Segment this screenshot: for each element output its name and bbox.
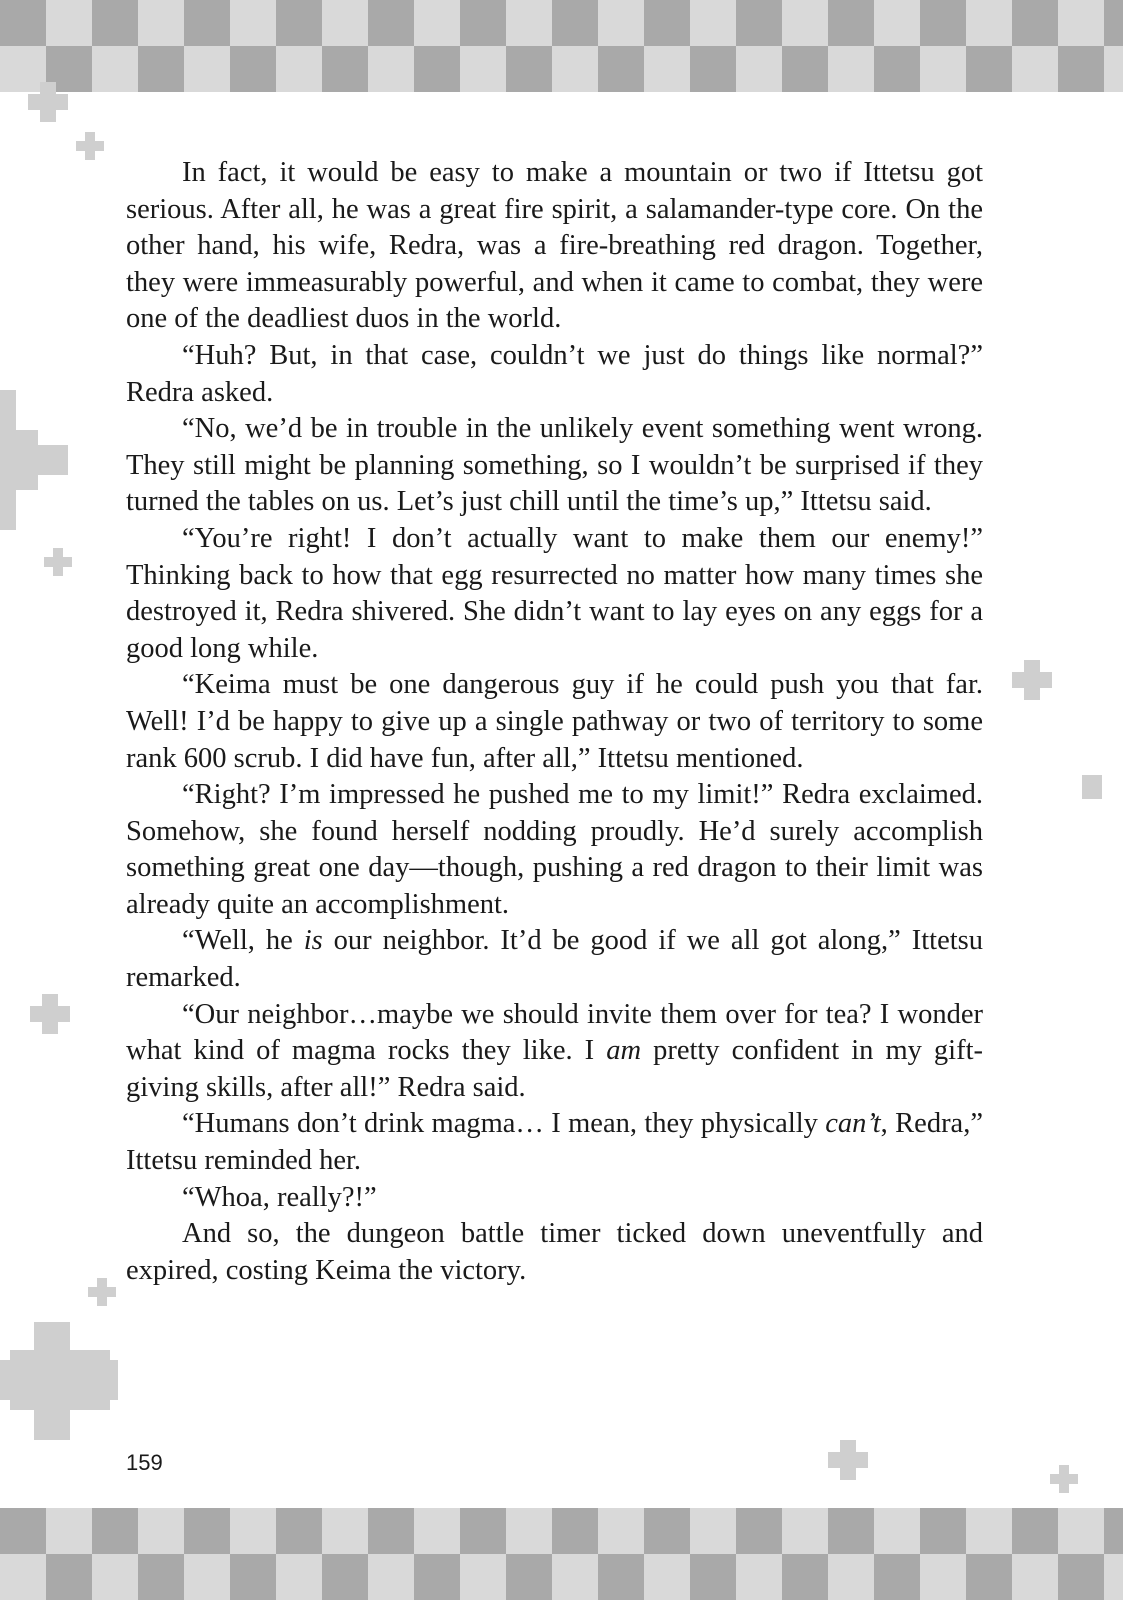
checker-cell bbox=[920, 46, 966, 92]
checker-cell bbox=[322, 46, 368, 92]
checker-cell bbox=[460, 0, 506, 46]
text-segment: , Redra,” Ittetsu reminded her. bbox=[126, 1108, 983, 1177]
checker-cell bbox=[46, 0, 92, 46]
checker-cell bbox=[874, 46, 920, 92]
pixel-block-decoration bbox=[10, 1350, 110, 1410]
checker-cell bbox=[460, 1508, 506, 1554]
top-checkered-border bbox=[0, 0, 1123, 92]
checker-cell bbox=[184, 1508, 230, 1554]
paragraph bbox=[126, 1216, 983, 1289]
checker-cell bbox=[460, 1554, 506, 1600]
italic-text: can’t bbox=[825, 1108, 881, 1140]
text-segment: “Huh? But, in that case, couldn’t we just do things like normal?” Redra asked. bbox=[126, 339, 983, 408]
checker-cell bbox=[782, 1508, 828, 1554]
checker-cell bbox=[506, 0, 552, 46]
checker-cell bbox=[92, 46, 138, 92]
checker-cell bbox=[920, 1554, 966, 1600]
sparkle-icon bbox=[76, 132, 104, 160]
checker-cell bbox=[644, 46, 690, 92]
checker-cell bbox=[414, 1554, 460, 1600]
checker-cell bbox=[966, 46, 1012, 92]
checker-cell bbox=[230, 1508, 276, 1554]
checker-row bbox=[0, 1554, 1123, 1600]
checker-cell bbox=[598, 0, 644, 46]
sparkle-icon bbox=[30, 994, 70, 1034]
checker-cell bbox=[874, 1508, 920, 1554]
checker-cell bbox=[138, 0, 184, 46]
checker-cell bbox=[644, 1554, 690, 1600]
checker-cell bbox=[644, 0, 690, 46]
paragraph bbox=[126, 997, 983, 1107]
checker-cell bbox=[552, 1554, 598, 1600]
checker-cell bbox=[1104, 46, 1123, 92]
checker-cell bbox=[92, 1554, 138, 1600]
checker-cell bbox=[1012, 46, 1058, 92]
paragraph bbox=[126, 521, 983, 667]
text-segment: “Well, he bbox=[182, 925, 304, 957]
checker-cell bbox=[1104, 1554, 1123, 1600]
pixel-block-decoration bbox=[16, 430, 38, 490]
checker-cell bbox=[966, 1508, 1012, 1554]
checker-cell bbox=[690, 0, 736, 46]
checker-cell bbox=[690, 1554, 736, 1600]
checker-row bbox=[0, 0, 1123, 46]
checker-cell bbox=[414, 46, 460, 92]
text-segment: “Whoa, really?!” bbox=[182, 1181, 377, 1213]
checker-cell bbox=[1058, 1554, 1104, 1600]
checker-cell bbox=[322, 1508, 368, 1554]
checker-cell bbox=[506, 1554, 552, 1600]
checker-cell bbox=[184, 1554, 230, 1600]
text-segment: pretty confident in my gift-giving skills, after all!” Redra said. bbox=[126, 1035, 983, 1103]
checker-cell bbox=[46, 1554, 92, 1600]
text-segment: “Our neighbor…maybe we should invite them over for tea? I wonder what kind of magma rocks they like. I bbox=[126, 998, 983, 1067]
checker-cell bbox=[1058, 1508, 1104, 1554]
checker-cell bbox=[828, 1508, 874, 1554]
sparkle-icon bbox=[28, 82, 68, 122]
paragraph bbox=[126, 667, 983, 777]
checker-cell bbox=[276, 0, 322, 46]
sparkle-icon bbox=[88, 1278, 116, 1306]
paragraph bbox=[126, 923, 983, 996]
checker-cell bbox=[598, 1508, 644, 1554]
text-segment: “Humans don’t drink magma… I mean, they physically bbox=[182, 1108, 826, 1140]
checker-cell bbox=[138, 46, 184, 92]
paragraph bbox=[126, 777, 983, 923]
checker-cell bbox=[736, 1508, 782, 1554]
checker-cell bbox=[0, 1554, 46, 1600]
checker-cell bbox=[598, 1554, 644, 1600]
checker-cell bbox=[506, 1508, 552, 1554]
pixel-block-decoration bbox=[0, 390, 16, 530]
checker-cell bbox=[1012, 1508, 1058, 1554]
checker-cell bbox=[184, 0, 230, 46]
checker-cell bbox=[920, 1508, 966, 1554]
checker-cell bbox=[230, 0, 276, 46]
pixel-block-decoration bbox=[38, 445, 68, 475]
checker-cell bbox=[506, 46, 552, 92]
checker-cell bbox=[736, 0, 782, 46]
checker-cell bbox=[0, 1508, 46, 1554]
text-segment: our neighbor. It’d be good if we all got along,” Ittetsu remarked. bbox=[126, 925, 984, 994]
checker-cell bbox=[598, 46, 644, 92]
checker-cell bbox=[690, 46, 736, 92]
checker-cell bbox=[552, 0, 598, 46]
paragraph bbox=[126, 1106, 983, 1179]
checker-cell bbox=[276, 1554, 322, 1600]
italic-text: am bbox=[606, 1035, 642, 1067]
checker-row bbox=[0, 46, 1123, 92]
checker-cell bbox=[46, 1508, 92, 1554]
checker-cell bbox=[828, 0, 874, 46]
checker-cell bbox=[322, 0, 368, 46]
checker-cell bbox=[368, 46, 414, 92]
text-segment: And so, the dungeon battle timer ticked down uneventfully and expired, costing Keima the victory. bbox=[126, 1218, 983, 1286]
checker-cell bbox=[322, 1554, 368, 1600]
checker-cell bbox=[782, 0, 828, 46]
checker-cell bbox=[92, 1508, 138, 1554]
bottom-checkered-border bbox=[0, 1508, 1123, 1600]
sparkle-icon bbox=[1050, 1465, 1078, 1493]
checker-cell bbox=[368, 0, 414, 46]
paragraph bbox=[126, 338, 983, 411]
checker-cell bbox=[138, 1508, 184, 1554]
checker-cell bbox=[828, 46, 874, 92]
checker-cell bbox=[736, 1554, 782, 1600]
checker-cell bbox=[782, 1554, 828, 1600]
checker-cell bbox=[1012, 0, 1058, 46]
checker-cell bbox=[276, 46, 322, 92]
paragraph bbox=[126, 411, 983, 521]
text-segment: In fact, it would be easy to make a mountain or two if Ittetsu got serious. After all, he was a great fire spirit, a salamander-type core. On the other hand, his wife, Redra, was a fire-breathing red dragon. Together, they were immeasurably powerful, and when it came to combat, they were one of the deadliest duos in the world. bbox=[126, 157, 983, 335]
checker-cell bbox=[92, 0, 138, 46]
text-segment: “Keima must be one dangerous guy if he could push you that far. Well! I’d be happy to give up a single pathway or two of territory to some rank 600 scrub. I did have fun, after all,” Ittetsu mentioned. bbox=[126, 669, 983, 774]
checker-cell bbox=[0, 0, 46, 46]
checker-cell bbox=[460, 46, 506, 92]
pixel-block-decoration bbox=[1082, 775, 1102, 799]
checker-cell bbox=[874, 1554, 920, 1600]
checker-cell bbox=[1058, 46, 1104, 92]
paragraph bbox=[126, 1180, 983, 1217]
checker-cell bbox=[368, 1554, 414, 1600]
body-text bbox=[126, 155, 983, 1289]
checker-row bbox=[0, 1508, 1123, 1554]
checker-cell bbox=[966, 1554, 1012, 1600]
sparkle-icon bbox=[1012, 660, 1052, 700]
checker-cell bbox=[644, 1508, 690, 1554]
checker-cell bbox=[552, 46, 598, 92]
checker-cell bbox=[184, 46, 230, 92]
paragraph bbox=[126, 155, 983, 338]
checker-cell bbox=[1104, 1508, 1123, 1554]
checker-cell bbox=[230, 46, 276, 92]
checker-cell bbox=[1058, 0, 1104, 46]
text-segment: “No, we’d be in trouble in the unlikely event something went wrong. They still might be planning something, so I wouldn’t be surprised if they turned the tables on us. Let’s just chill until the time’s up,” Ittetsu said. bbox=[126, 413, 983, 518]
checker-cell bbox=[690, 1508, 736, 1554]
text-segment: “Right? I’m impressed he pushed me to my limit!” Redra exclaimed. Somehow, she found herself nodding proudly. He’d surely accomplish something great one day—though, pushing a red dragon to their limit was already quite an accomplishment. bbox=[126, 779, 983, 920]
checker-cell bbox=[966, 0, 1012, 46]
checker-cell bbox=[414, 0, 460, 46]
checker-cell bbox=[1104, 0, 1123, 46]
text-segment: “You’re right! I don’t actually want to make them our enemy!” Thinking back to how that egg resurrected no matter how many times she destroyed it, Redra shivered. She didn’t want to lay eyes on any eggs for a good long while. bbox=[126, 522, 983, 664]
italic-text: is bbox=[303, 925, 323, 957]
checker-cell bbox=[552, 1508, 598, 1554]
checker-cell bbox=[1012, 1554, 1058, 1600]
checker-cell bbox=[920, 0, 966, 46]
checker-cell bbox=[414, 1508, 460, 1554]
page-number: 159 bbox=[126, 1450, 163, 1475]
checker-cell bbox=[368, 1508, 414, 1554]
checker-cell bbox=[276, 1508, 322, 1554]
checker-cell bbox=[782, 46, 828, 92]
sparkle-icon bbox=[828, 1440, 868, 1480]
checker-cell bbox=[230, 1554, 276, 1600]
checker-cell bbox=[828, 1554, 874, 1600]
checker-cell bbox=[736, 46, 782, 92]
checker-cell bbox=[874, 0, 920, 46]
sparkle-icon bbox=[44, 548, 72, 576]
checker-cell bbox=[138, 1554, 184, 1600]
